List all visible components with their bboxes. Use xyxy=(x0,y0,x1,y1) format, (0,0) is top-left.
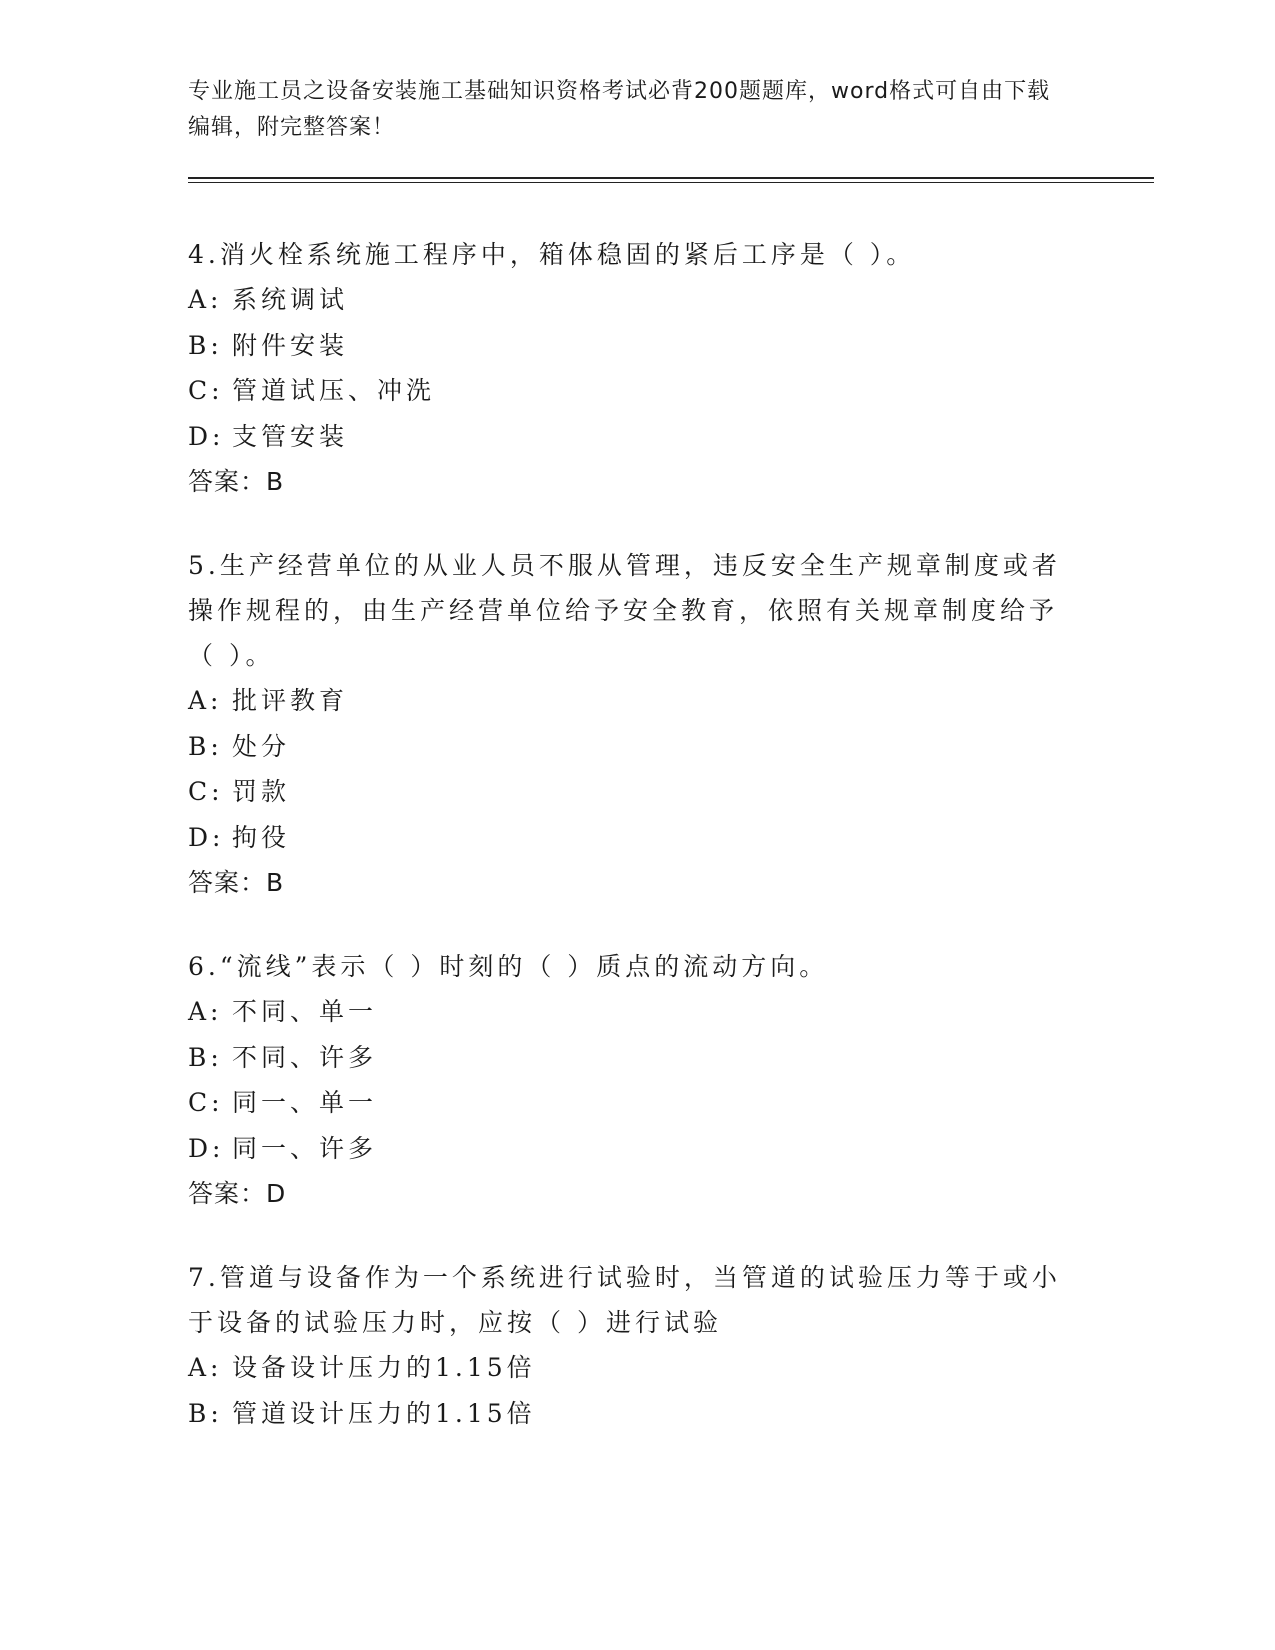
option-text: 支管安装 xyxy=(232,421,349,451)
option-key: B: xyxy=(188,1398,223,1428)
question-list xyxy=(188,232,1068,1474)
answer-line: 答案：B xyxy=(188,467,285,496)
option-text: 拘役 xyxy=(232,822,291,852)
header-divider xyxy=(188,177,1154,179)
option-c xyxy=(188,769,1068,815)
answer-line: 答案：D xyxy=(188,1179,287,1208)
option-key: A: xyxy=(188,1353,223,1382)
document-header: 专业施工员之设备安装施工基础知识资格考试必背200题题库，word格式可自由下载编辑，附完整答案！ xyxy=(188,79,1051,140)
header-divider-thin xyxy=(188,182,1154,183)
question-6 xyxy=(188,944,1068,1217)
option-c xyxy=(188,368,1068,414)
option-a xyxy=(188,989,1068,1035)
option-key: C: xyxy=(188,777,224,806)
question-4 xyxy=(188,232,1068,505)
option-key: B: xyxy=(188,731,223,761)
question-stem: 6.“流线”表示（ ）时刻的（ ）质点的流动方向。 xyxy=(188,952,829,981)
option-d xyxy=(188,414,1068,460)
option-text: 同一、许多 xyxy=(232,1133,378,1163)
option-text: 批评教育 xyxy=(232,686,349,715)
option-a xyxy=(188,1345,1068,1391)
option-text: 处分 xyxy=(232,731,291,761)
option-text: 不同、单一 xyxy=(232,997,378,1026)
option-text: 系统调试 xyxy=(232,285,349,314)
option-key: D: xyxy=(188,421,225,451)
option-text: 设备设计压力的1.15倍 xyxy=(232,1353,536,1382)
option-b xyxy=(188,724,1068,770)
option-text: 管道试压、冲洗 xyxy=(232,376,436,405)
option-key: A: xyxy=(188,285,223,314)
question-stem: 5.生产经营单位的从业人员不服从管理，违反安全生产规章制度或者操作规程的，由生产经营单位给予安全教育，依照有关规章制度给予（ ）。 xyxy=(188,551,1061,670)
question-stem: 4.消火栓系统施工程序中，箱体稳固的紧后工序是（ ）。 xyxy=(188,240,916,269)
option-text: 同一、单一 xyxy=(232,1088,378,1117)
option-key: D: xyxy=(188,1133,225,1163)
option-c xyxy=(188,1080,1068,1126)
option-a xyxy=(188,277,1068,323)
option-text: 不同、许多 xyxy=(232,1042,378,1072)
option-key: A: xyxy=(188,686,223,715)
question-stem: 7.管道与设备作为一个系统进行试验时，当管道的试验压力等于或小于设备的试验压力时，应按（ ）进行试验 xyxy=(188,1263,1061,1337)
option-d xyxy=(188,1126,1068,1172)
option-key: B: xyxy=(188,330,223,360)
option-key: C: xyxy=(188,376,224,405)
question-7 xyxy=(188,1255,1068,1436)
option-b xyxy=(188,1035,1068,1081)
option-b xyxy=(188,323,1068,369)
option-key: D: xyxy=(188,822,225,852)
option-text: 罚款 xyxy=(232,777,291,806)
option-key: C: xyxy=(188,1088,224,1117)
option-key: A: xyxy=(188,997,223,1026)
option-a xyxy=(188,678,1068,724)
option-text: 管道设计压力的1.15倍 xyxy=(232,1398,536,1428)
question-5 xyxy=(188,543,1068,906)
answer-line: 答案：B xyxy=(188,868,285,897)
option-b xyxy=(188,1391,1068,1437)
option-text: 附件安装 xyxy=(232,330,349,360)
option-d xyxy=(188,815,1068,861)
option-key: B: xyxy=(188,1042,223,1072)
